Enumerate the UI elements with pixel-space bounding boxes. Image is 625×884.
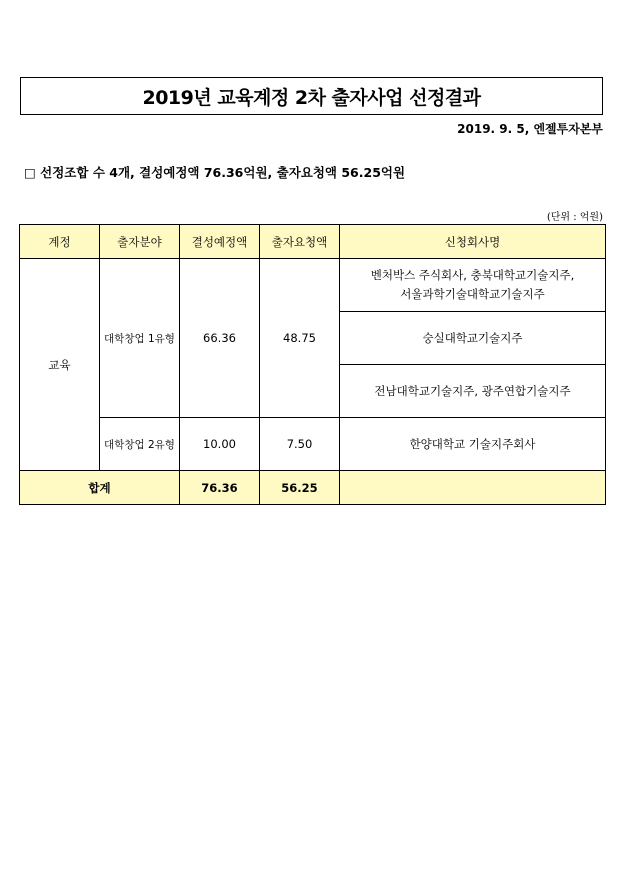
total-requested: 56.25 <box>260 471 340 505</box>
header-requested: 출자요청액 <box>260 225 340 259</box>
total-row <box>20 471 606 505</box>
company-line: 한양대학교 기술지주회사 <box>409 436 536 451</box>
total-companies <box>340 471 606 505</box>
company-cell <box>340 312 606 365</box>
header-planned: 결성예정액 <box>180 225 260 259</box>
table-row <box>20 418 606 471</box>
requested-cell: 7.50 <box>260 418 340 471</box>
header-account: 계정 <box>20 225 100 259</box>
account-cell: 교육 <box>20 259 100 471</box>
company-line: 전남대학교기술지주, 광주연합기술지주 <box>374 383 571 398</box>
unit-note: (단위 : 억원) <box>546 212 603 223</box>
planned-cell: 10.00 <box>180 418 260 471</box>
date-organization: 2019. 9. 5, 엔젤투자본부 <box>457 122 603 136</box>
document-title <box>20 77 603 115</box>
company-cell <box>340 418 606 471</box>
requested-cell: 48.75 <box>260 259 340 418</box>
header-category: 출자분야 <box>100 225 180 259</box>
header-companies: 신청회사명 <box>340 225 606 259</box>
company-line: 숭실대학교기술지주 <box>422 330 523 345</box>
category-cell: 대학창업 2유형 <box>100 418 180 471</box>
title-text: 2019년 교육계정 2차 출자사업 선정결과 <box>142 86 481 109</box>
company-cell <box>340 365 606 418</box>
company-line: 서울과학기술대학교기술지주 <box>400 287 545 301</box>
company-line: 벤처박스 주식회사, 충북대학교기술지주, <box>370 268 575 282</box>
summary-line: □ 선정조합 수 4개, 결성예정액 76.36억원, 출자요청액 56.25억원 <box>24 165 406 180</box>
total-planned: 76.36 <box>180 471 260 505</box>
category-cell: 대학창업 1유형 <box>100 259 180 418</box>
total-label: 합계 <box>20 471 180 505</box>
company-cell <box>340 259 606 312</box>
planned-cell: 66.36 <box>180 259 260 418</box>
table-header-row <box>20 225 606 259</box>
table-row <box>20 259 606 312</box>
selection-result-table <box>19 224 606 505</box>
